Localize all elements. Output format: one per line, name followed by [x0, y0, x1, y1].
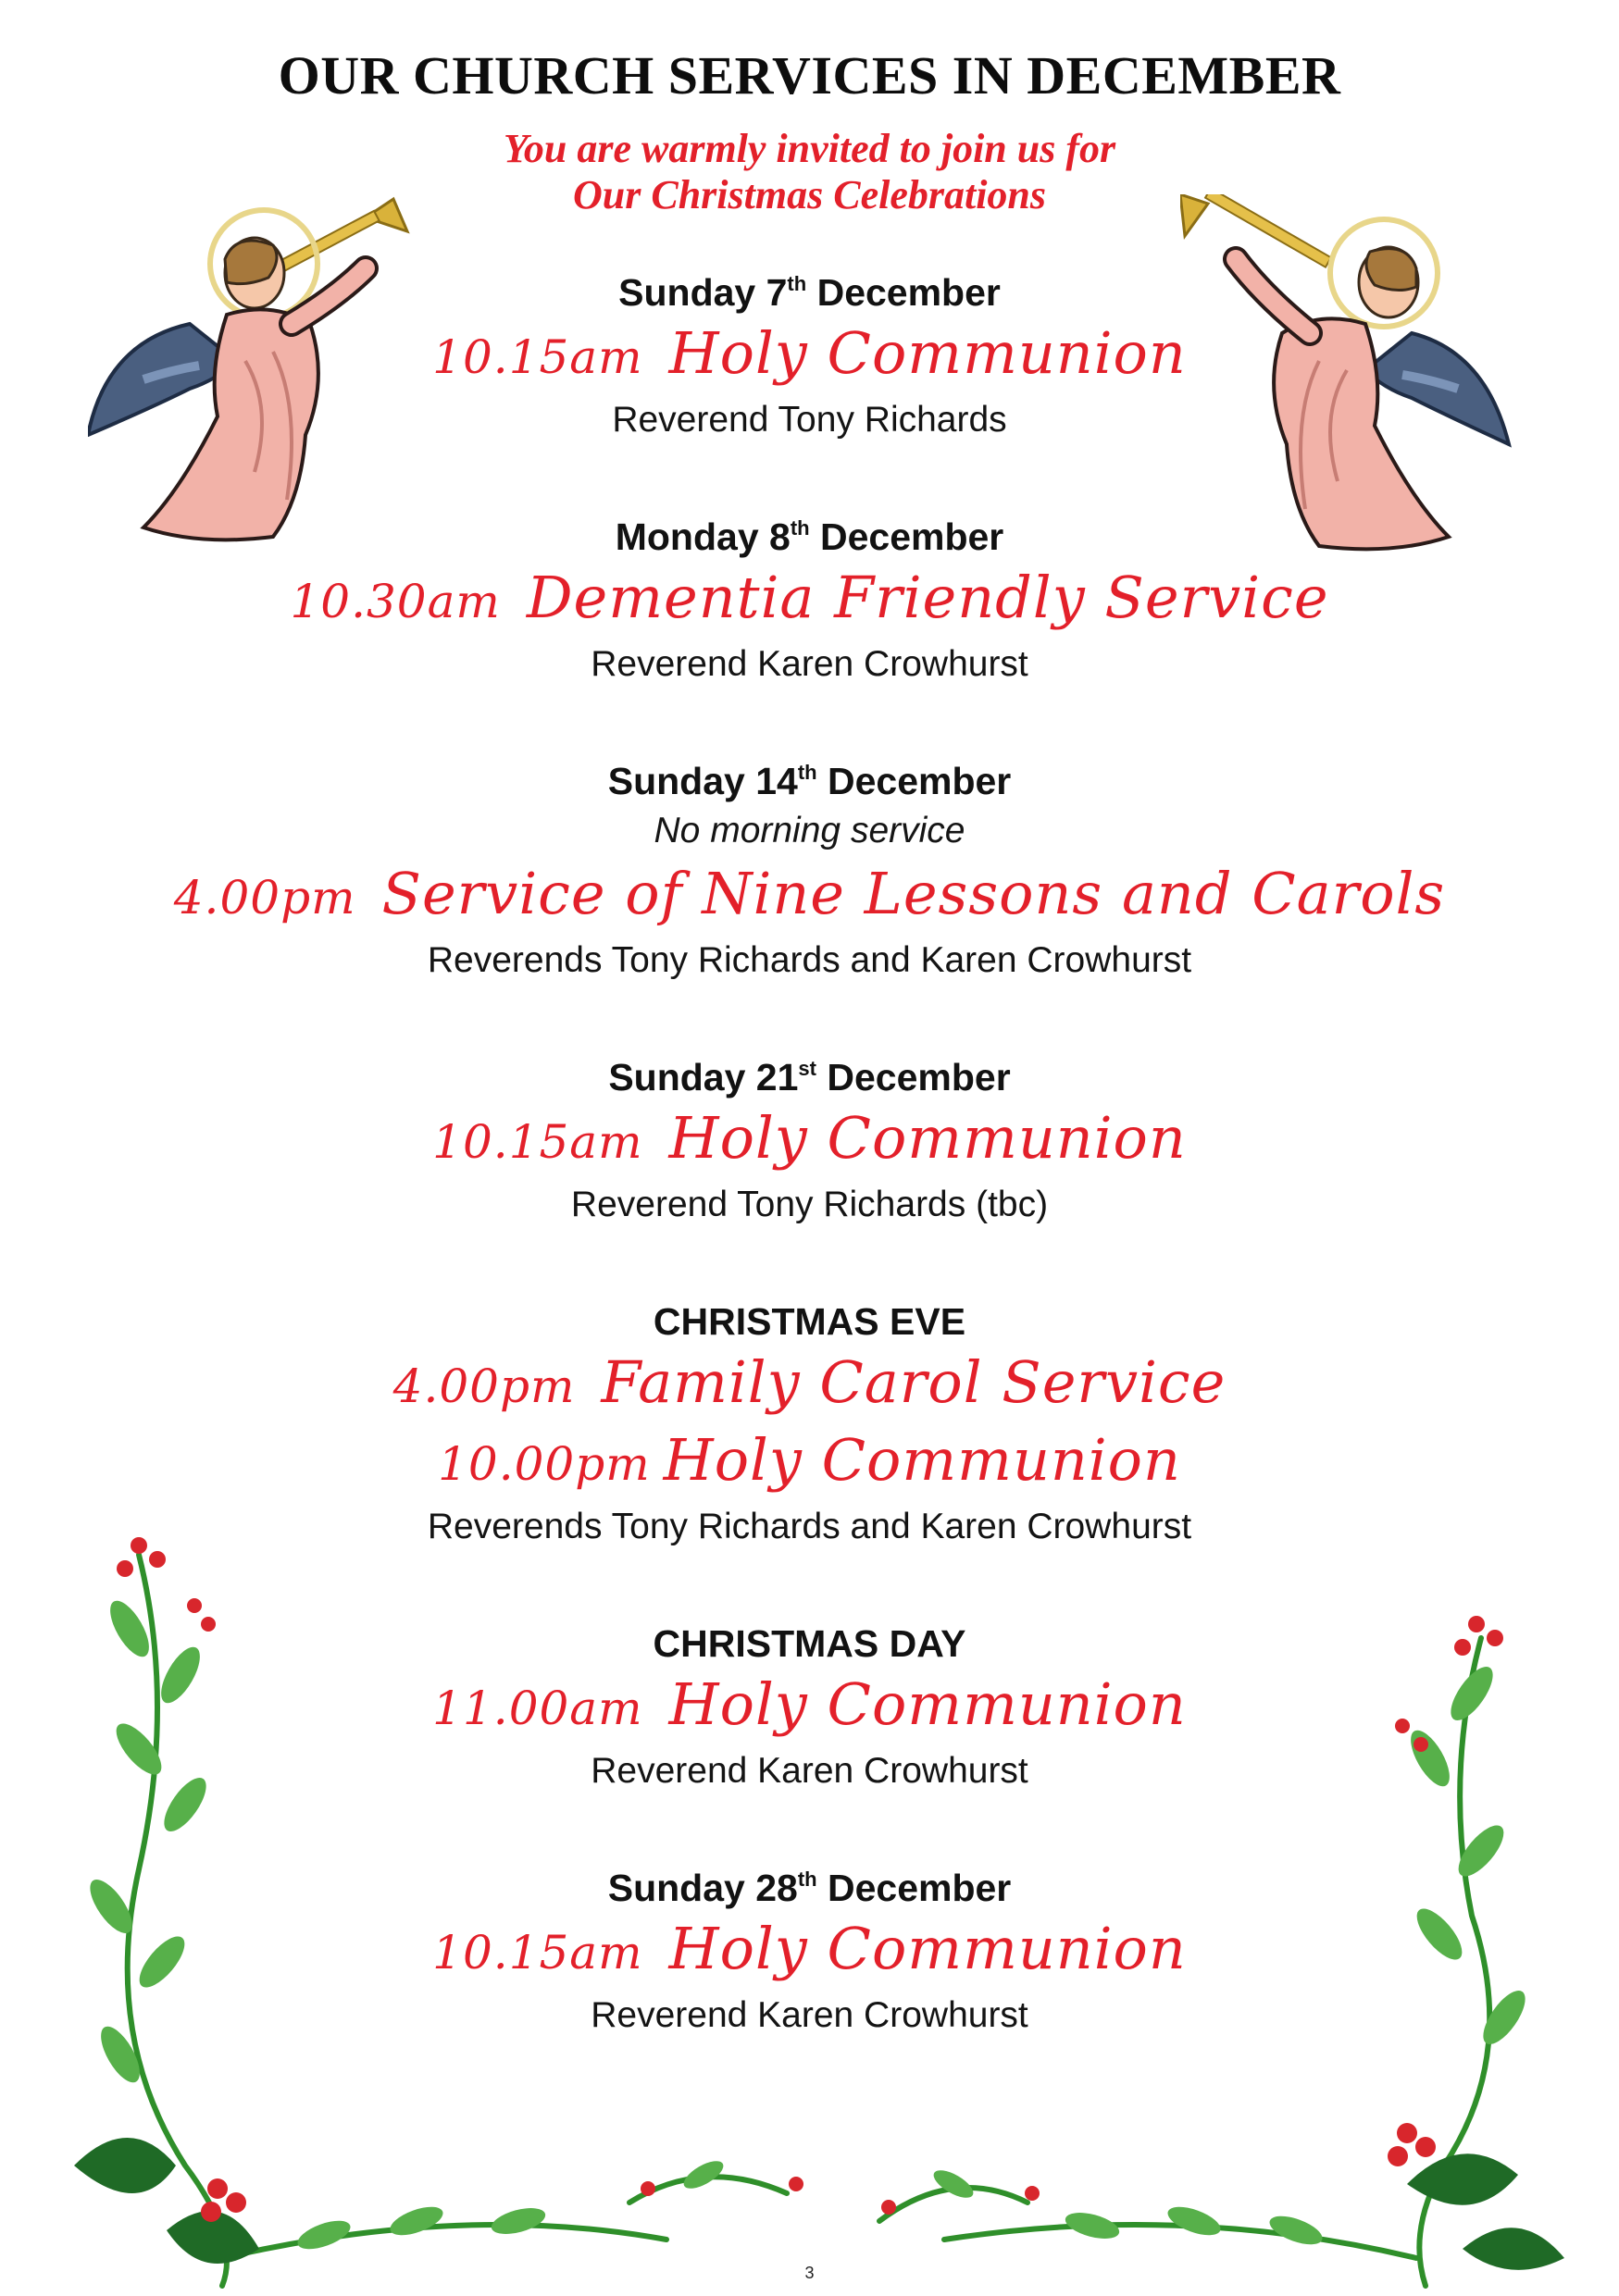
date-text: CHRISTMAS EVE: [653, 1300, 966, 1343]
event-date: [0, 513, 1619, 561]
service-minister: Reverend Karen Crowhurst: [591, 1751, 1028, 1791]
service-line: [0, 1668, 1619, 1745]
event-christmas-eve: [0, 1297, 1619, 1553]
service-time: 10.00pm: [438, 1437, 651, 1491]
invitation-line-1: You are warmly invited to join us for: [503, 126, 1116, 171]
date-ordinal: th: [797, 761, 817, 784]
service-time: 10.30am: [290, 575, 501, 628]
service-minister: Reverends Tony Richards and Karen Crowhurst: [427, 1507, 1192, 1546]
event-date: [0, 268, 1619, 316]
date-ordinal: th: [790, 516, 810, 540]
date-text: Sunday 7: [618, 271, 788, 314]
service-name: Holy Communion: [668, 1670, 1187, 1738]
event-sunday-7: [0, 268, 1619, 446]
service-line: [0, 1346, 1619, 1423]
event-date: [0, 1297, 1619, 1346]
service-minister: Reverend Tony Richards (tbc): [570, 1185, 1049, 1224]
event-date: [0, 1053, 1619, 1101]
service-time: 11.00am: [432, 1682, 643, 1735]
service-name: Holy Communion: [668, 1915, 1187, 1982]
event-christmas-day: [0, 1620, 1619, 1797]
service-line: [0, 1912, 1619, 1990]
page-number: 3: [804, 2264, 815, 2282]
event-sunday-28: [0, 1864, 1619, 2042]
service-name: Family Carol Service: [601, 1348, 1227, 1416]
event-sunday-21: [0, 1053, 1619, 1231]
service-line: [0, 857, 1619, 935]
event-date: [0, 1864, 1619, 1912]
date-month: December: [806, 271, 1001, 314]
service-line: [0, 316, 1619, 394]
service-line: [0, 561, 1619, 639]
services-list: [0, 268, 1619, 2042]
date-month: December: [816, 760, 1012, 802]
date-ordinal: th: [787, 272, 807, 295]
service-name: Service of Nine Lessons and Carols: [381, 860, 1446, 927]
date-text: Sunday 14: [607, 760, 798, 802]
event-monday-8: [0, 513, 1619, 690]
date-text: Monday 8: [615, 515, 791, 558]
service-note: No morning service: [654, 811, 965, 850]
event-sunday-14: [0, 757, 1619, 987]
date-month: December: [809, 515, 1004, 558]
service-name: Dementia Friendly Service: [526, 564, 1329, 631]
service-line: [0, 1423, 1619, 1501]
service-name: Holy Communion: [668, 1104, 1187, 1172]
event-date: [0, 757, 1619, 805]
date-text: CHRISTMAS DAY: [653, 1622, 966, 1665]
page-title: OUR CHURCH SERVICES IN DECEMBER: [278, 45, 1341, 105]
date-ordinal: th: [797, 1868, 817, 1891]
date-month: December: [816, 1056, 1011, 1098]
service-minister: Reverend Karen Crowhurst: [591, 1995, 1028, 2035]
service-name: Holy Communion: [668, 319, 1187, 387]
service-minister: Reverends Tony Richards and Karen Crowhurst: [427, 940, 1192, 980]
event-date: [0, 1620, 1619, 1668]
date-text: Sunday 28: [607, 1867, 798, 1909]
date-ordinal: st: [798, 1057, 816, 1080]
date-month: December: [816, 1867, 1012, 1909]
service-minister: Reverend Tony Richards: [612, 400, 1007, 440]
service-name: Holy Communion: [663, 1426, 1181, 1494]
service-time: 4.00pm: [392, 1359, 576, 1413]
invitation-line-2: Our Christmas Celebrations: [572, 172, 1047, 217]
service-minister: Reverend Karen Crowhurst: [591, 644, 1028, 684]
service-line: [0, 1101, 1619, 1179]
date-text: Sunday 21: [608, 1056, 799, 1098]
service-time: 10.15am: [432, 1926, 643, 1980]
service-time: 10.15am: [432, 330, 643, 384]
service-time: 4.00pm: [173, 871, 356, 925]
service-time: 10.15am: [432, 1115, 643, 1169]
